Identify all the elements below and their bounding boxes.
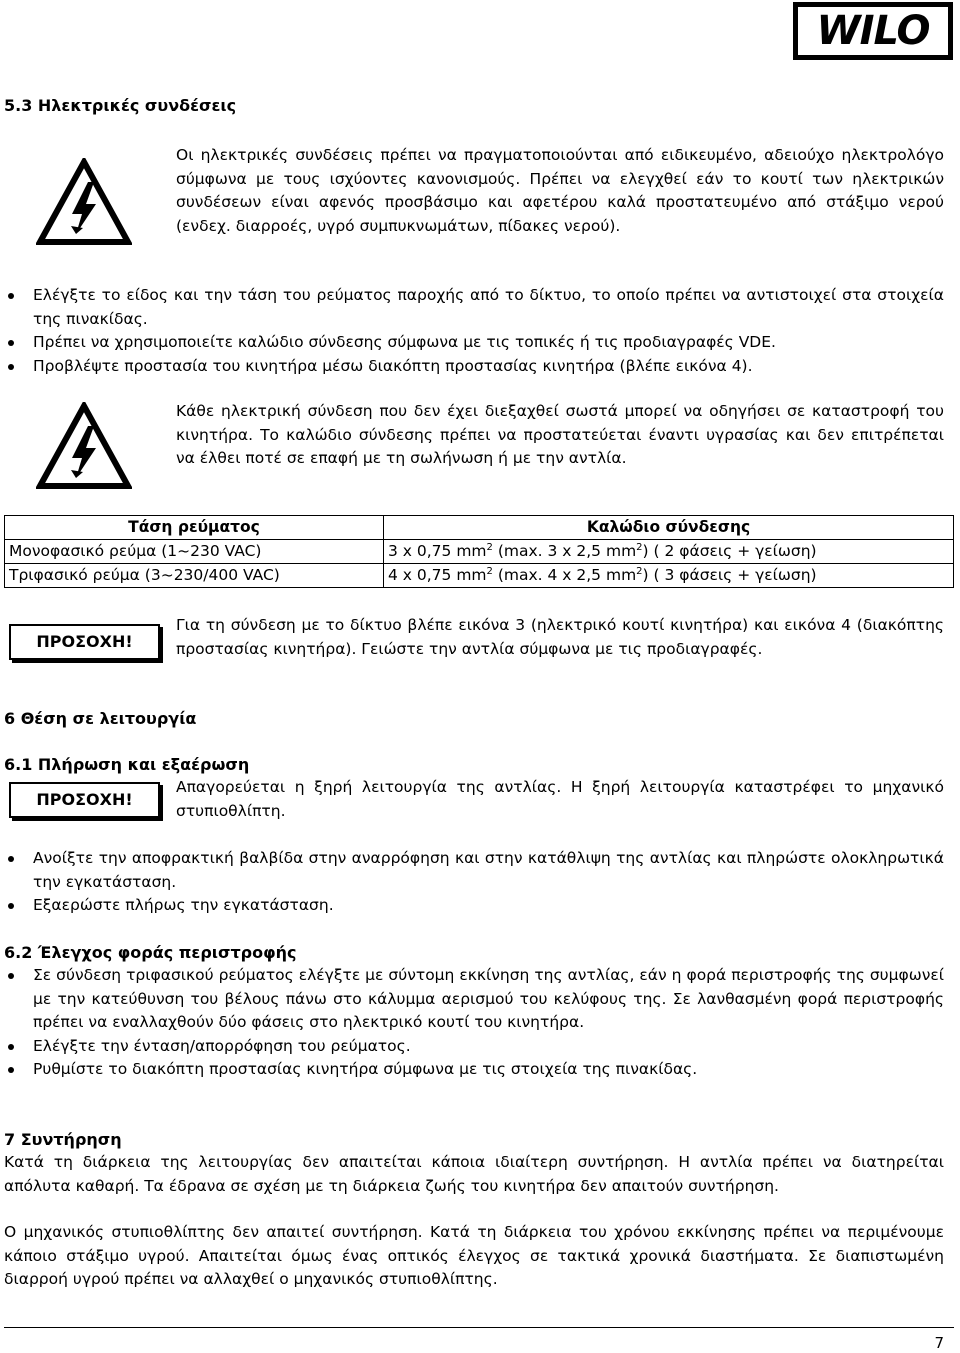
section-6-title: 6 Θέση σε λειτουργία bbox=[4, 709, 197, 728]
electrical-hazard-icon bbox=[36, 402, 132, 490]
cell-voltage: Μονοφασικό ρεύμα (1~230 VAC) bbox=[5, 540, 384, 564]
table-header-row bbox=[5, 516, 954, 540]
section-6-2-title: 6.2 Έλεγχος φοράς περιστροφής bbox=[4, 943, 297, 962]
cell-voltage: Τριφασικό ρεύμα (3~230/400 VAC) bbox=[5, 564, 384, 588]
section-6-1-bullets bbox=[4, 847, 944, 918]
attention-badge: ΠΡΟΣΟΧΗ! bbox=[9, 782, 160, 818]
section-7-para-2: Ο μηχανικός στυπιοθλίπτης δεν απαιτεί συντήρηση. Κατά τη διάρκεια του χρόνου εκκίνησης πρέπει να περιμένουμε κάποιο στάξιμο υγρού. Απαιτείται όμως ένας οπτικός έλεγχος σε τακτικά χρονικά διαστήματα. Σε διαπιστωμένη διαρροή υγρού πρέπει να αλλαχθεί ο μηχανικός στυπιοθλίπτης. bbox=[4, 1223, 944, 1288]
attention-text: Απαγορεύεται η ξηρή λειτουργία της αντλίας. Η ξηρή λειτουργία καταστρέφει το μηχανικό στυπιοθλίπτη. bbox=[176, 778, 944, 820]
list-item: Πρέπει να χρησιμοποιείτε καλώδιο σύνδεσης σύμφωνα με τις τοπικές ή τις προδιαγραφές VDE. bbox=[4, 331, 944, 355]
footer-rule bbox=[4, 1327, 954, 1328]
cable-table bbox=[4, 515, 954, 588]
list-item: Εξαερώστε πλήρως την εγκατάσταση. bbox=[4, 894, 944, 918]
section-5-3-intro: Οι ηλεκτρικές συνδέσεις πρέπει να πραγματοποιούνται από ειδικευμένο, αδειούχο ηλεκτρολόγο σύμφωνα με τους ισχύοντες κανονισμούς. Πρέπει να ελεγχθεί εάν το κουτί των ηλεκτρικών συνδέσεων είναι αφενός προσβάσιμο και αφετέρου καλά προστατευμένο από στάξιμο νερού (ενδεχ. διαρροές, υγρό συμπυκνωμάτων, πίδακες νερού). bbox=[176, 146, 944, 235]
attention-badge: ΠΡΟΣΟΧΗ! bbox=[9, 624, 160, 660]
wilo-logo bbox=[793, 2, 953, 60]
cell-cable: 4 x 0,75 $mm^2$ (max. 4 x 2,5 $mm^2$) ( 3 φάσεις + γείωση) bbox=[384, 564, 954, 588]
list-item: Ανοίξτε την αποφρακτική βαλβίδα στην αναρρόφηση και στην κατάθλιψη της αντλίας και πληρώστε ολοκληρωτικά την εγκατάσταση. bbox=[4, 847, 944, 894]
section-5-3-title: 5.3 Ηλεκτρικές συνδέσεις bbox=[4, 96, 237, 115]
section-5-3-warning: Κάθε ηλεκτρική σύνδεση που δεν έχει διεξαχθεί σωστά μπορεί να οδηγήσει σε καταστροφή του κινητήρα. Το καλώδιο σύνδεσης πρέπει να προστατεύεται έναντι υγρασίας και δεν επιτρέπεται να έλθει ποτέ σε επαφή με τη σωλήνωση ή με την αντλία. bbox=[176, 402, 944, 467]
table-row bbox=[5, 540, 954, 564]
attention-text: Για τη σύνδεση με το δίκτυο βλέπε εικόνα 3 (ηλεκτρικό κουτί κινητήρα) και εικόνα 4 (διακόπτης προστασίας κινητήρα). Γειώστε την αντλία σύμφωνα με τις προδιαγραφές. bbox=[176, 616, 944, 658]
list-item: Ελέγξτε την ένταση/απορρόφηση του ρεύματος. bbox=[4, 1035, 944, 1059]
list-item: Σε σύνδεση τριφασικού ρεύματος ελέγξτε με σύντομη εκκίνηση της αντλίας, εάν η φορά περιστροφής της συμφωνεί με την κατεύθυνση του βέλους πάνω στο κάλυμμα αερισμού του κελύφους της. Σε λανθασμένη φορά περιστροφής πρέπει να εναλλαχθούν δύο φάσεις στο ηλεκτρικό κουτί του κινητήρα. bbox=[4, 964, 944, 1035]
header-voltage: Τάση ρεύματος bbox=[5, 516, 384, 540]
list-item: Προβλέψτε προστασία του κινητήρα μέσω διακόπτη προστασίας κινητήρα (βλέπε εικόνα 4). bbox=[4, 355, 944, 379]
electrical-hazard-icon bbox=[36, 158, 132, 246]
list-item: Ρυθμίστε το διακόπτη προστασίας κινητήρα σύμφωνα με τις στοιχεία της πινακίδας. bbox=[4, 1058, 944, 1082]
table-row bbox=[5, 564, 954, 588]
header-cable: Καλώδιο σύνδεσης bbox=[384, 516, 954, 540]
section-6-1-title: 6.1 Πλήρωση και εξαέρωση bbox=[4, 755, 250, 774]
section-5-3-bullets bbox=[4, 284, 944, 378]
logo-text: WILO bbox=[816, 8, 930, 54]
cell-cable: 3 x 0,75 $mm^2$ (max. 3 x 2,5 $mm^2$) ( 2 φάσεις + γείωση) bbox=[384, 540, 954, 564]
section-7-title: 7 Συντήρηση bbox=[4, 1130, 122, 1149]
section-7-para-1: Κατά τη διάρκεια της λειτουργίας δεν απαιτείται κάποια ιδιαίτερη συντήρηση. Η αντλία πρέπει να διατηρείται απόλυτα καθαρή. Τα έδρανα σε σχέση με τη διάρκεια ζωής του κινητήρα δεν απαιτούν συντήρηση. bbox=[4, 1153, 944, 1195]
page-number: 7 bbox=[934, 1334, 944, 1352]
list-item: Ελέγξτε το είδος και την τάση του ρεύματος παροχής από το δίκτυο, το οποίο πρέπει να αντιστοιχεί στα στοιχεία της πινακίδας. bbox=[4, 284, 944, 331]
section-6-2-bullets bbox=[4, 964, 944, 1082]
